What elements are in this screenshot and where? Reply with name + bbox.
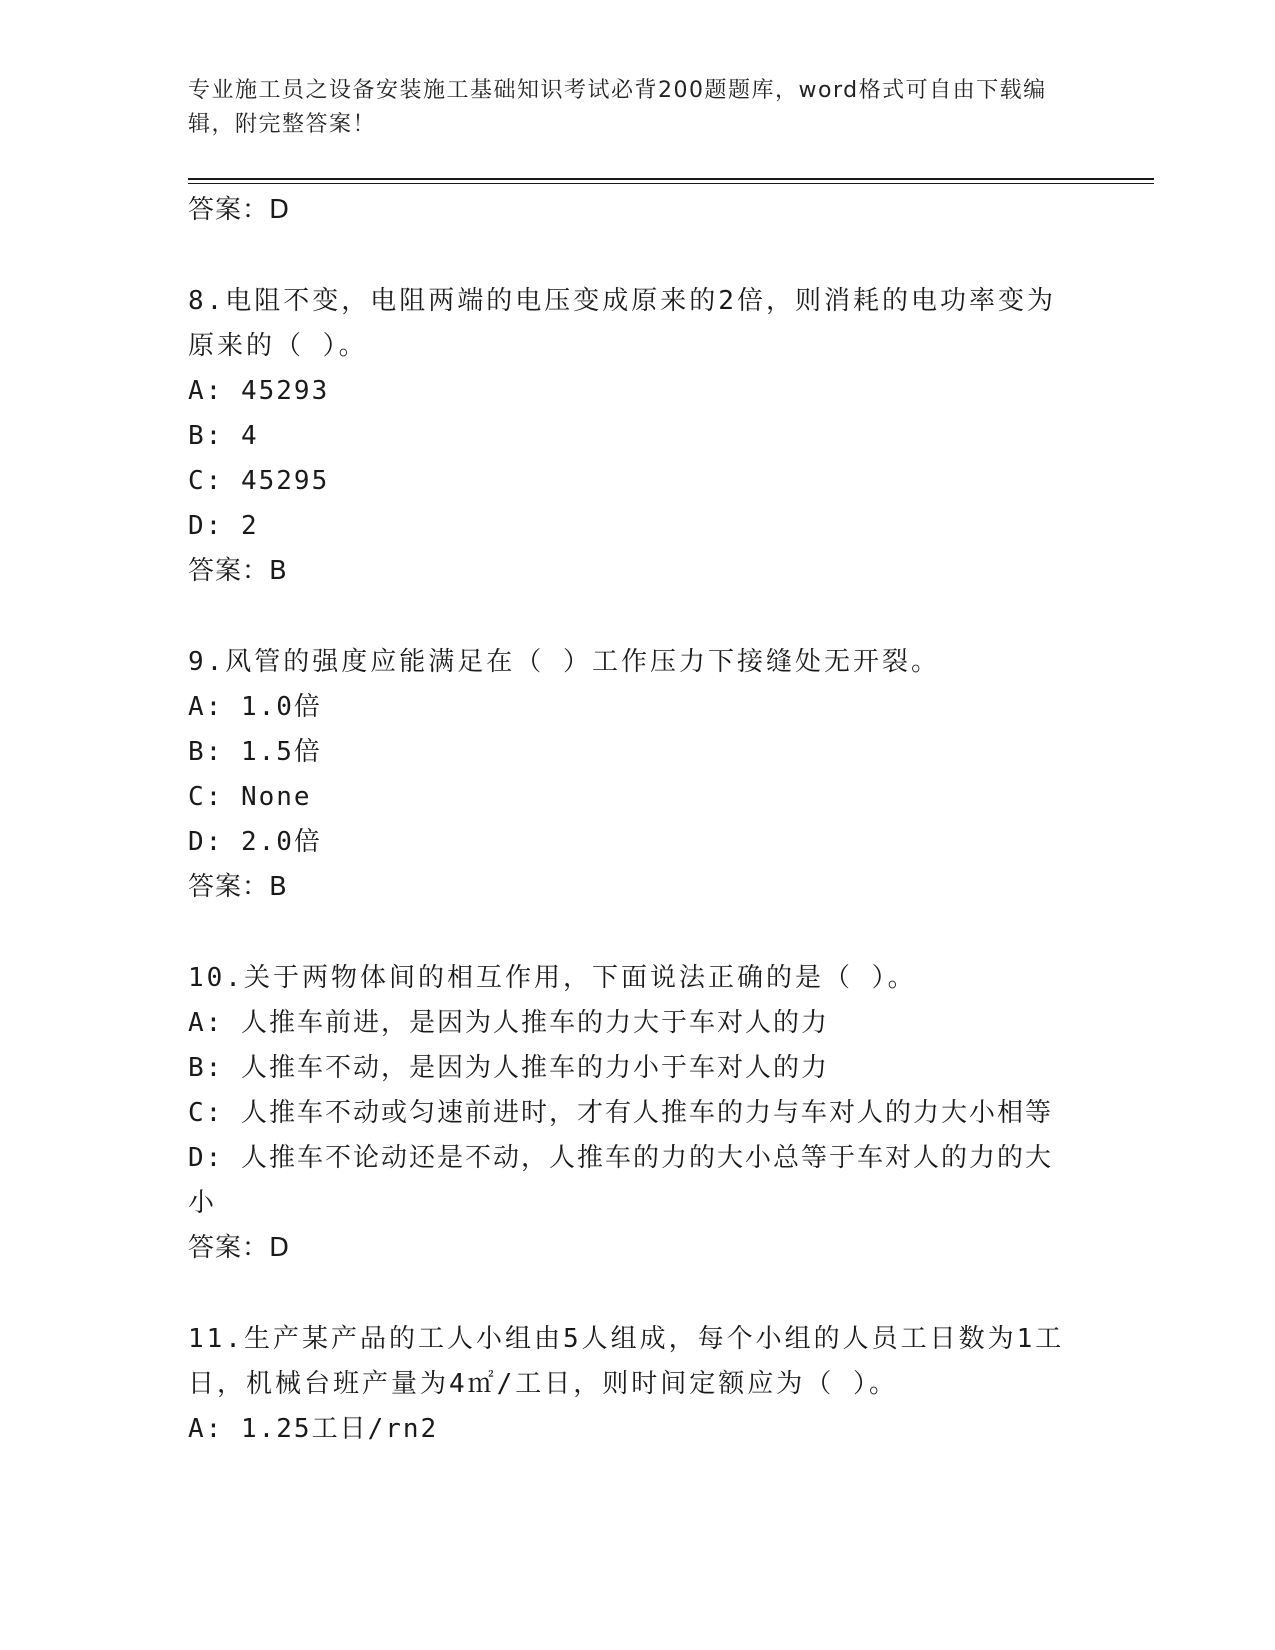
header-rule-thin [188, 183, 1154, 184]
option-b: B: 1.5倍 [188, 737, 322, 767]
option-c: C: 人推车不动或匀速前进时，才有人推车的力与车对人的力大小相等 [188, 1098, 1053, 1128]
option-d: D: 人推车不论动还是不动，人推车的力的大小总等于车对人的力的大小 [188, 1143, 1053, 1218]
option-b: B: 4 [188, 421, 259, 451]
option-b: B: 人推车不动，是因为人推车的力小于车对人的力 [188, 1053, 829, 1083]
option-a: A: 1.0倍 [188, 692, 322, 722]
header-rule-thick [188, 178, 1154, 180]
option-d: D: 2.0倍 [188, 827, 322, 857]
question-block [188, 956, 1078, 1271]
answer-line: 答案：D [188, 1233, 291, 1263]
option-a: A: 1.25工日/rn2 [188, 1414, 439, 1444]
option-a: A: 45293 [188, 376, 330, 406]
document-header: 专业施工员之设备安装施工基础知识考试必背200题题库，word格式可自由下载编辑，附完整答案！ [188, 78, 1047, 137]
question-block [188, 640, 1078, 910]
option-a: A: 人推车前进，是因为人推车的力大于车对人的力 [188, 1008, 829, 1038]
question-text: 10.关于两物体间的相互作用，下面说法正确的是（ ）。 [188, 963, 917, 993]
question-block [188, 279, 1078, 594]
question-block [188, 1317, 1078, 1452]
question-text: 9.风管的强度应能满足在（ ）工作压力下接缝处无开裂。 [188, 647, 940, 677]
answer-line: 答案：D [188, 195, 291, 225]
question-text: 11.生产某产品的工人小组由5人组成，每个小组的人员工日数为1工日，机械台班产量为4㎡/工日，则时间定额应为（ ）。 [188, 1324, 1065, 1399]
question-list [188, 188, 1078, 1452]
answer-line: 答案：B [188, 556, 288, 586]
question-text: 8.电阻不变，电阻两端的电压变成原来的2倍，则消耗的电功率变为原来的（ ）。 [188, 286, 1056, 361]
option-d: D: 2 [188, 511, 259, 541]
option-c: C: 45295 [188, 466, 330, 496]
answer-line: 答案：B [188, 872, 288, 902]
option-c: C: None [188, 782, 312, 812]
